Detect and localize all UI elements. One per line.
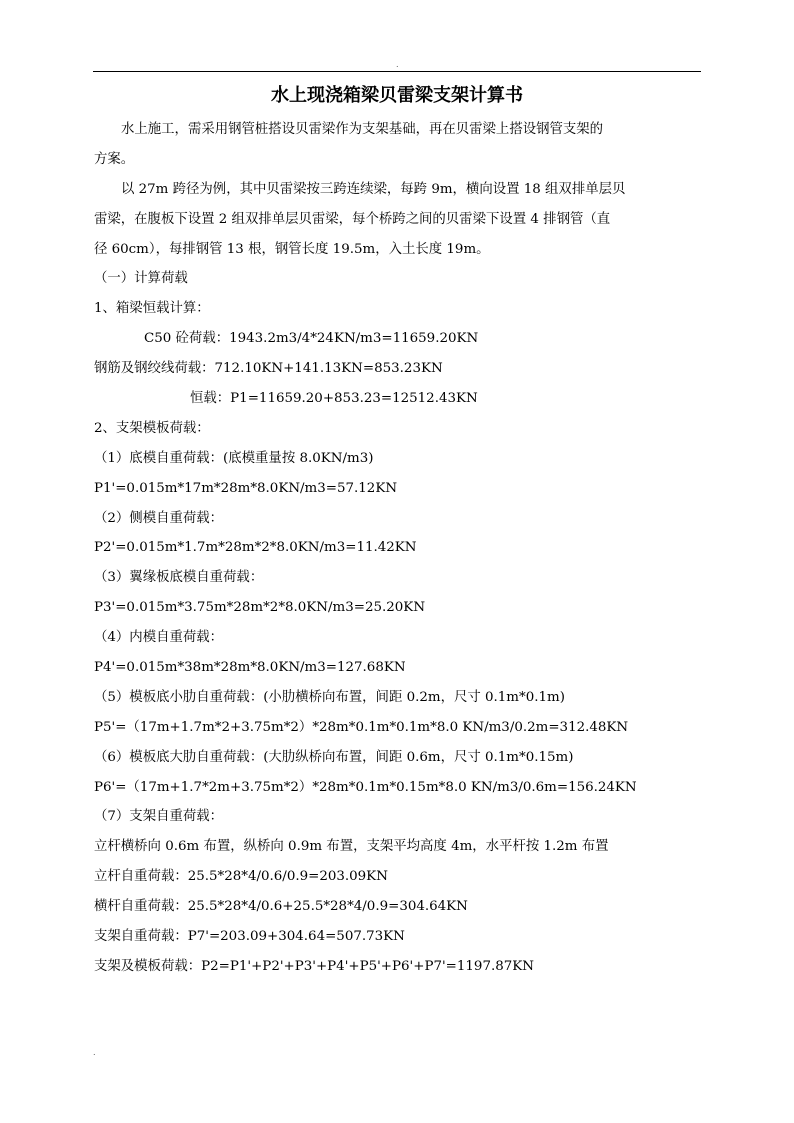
formwork-line: P3'=0.015m*3.75m*28m*2*8.0KN/m3=25.20KN	[94, 600, 426, 616]
intro-line: 雷梁，在腹板下设置 2 组双排单层贝雷梁，每个桥跨之间的贝雷梁下设置 4 排钢管（直	[94, 211, 611, 227]
formwork-line: P2'=0.015m*1.7m*28m*2*8.0KN/m3=11.42KN	[94, 540, 417, 556]
section-heading: （一）计算荷载	[94, 271, 188, 287]
intro-line: 径 60cm），每排钢管 13 根，钢管长度 19.5m，入土长度 19m。	[94, 241, 490, 257]
formwork-line: 立杆自重荷载：25.5*28*4/0.6/0.9=203.09KN	[94, 869, 388, 885]
page-title: 水上现浇箱梁贝雷梁支架计算书	[271, 85, 523, 106]
footer-mark: .	[93, 1048, 96, 1057]
formwork-line: （5）模板底小肋自重荷载：(小肋横桥向布置，间距 0.2m，尺寸 0.1m*0.1m)	[94, 689, 565, 705]
formwork-line: P1'=0.015m*17m*28m*8.0KN/m3=57.12KN	[94, 480, 398, 496]
header-mark: .	[396, 60, 399, 69]
formwork-line: （4）内模自重荷载：	[94, 630, 224, 646]
formwork-line: （7）支架自重荷载：	[94, 809, 224, 825]
formwork-heading: 2、支架模板荷载：	[94, 420, 210, 436]
steel-load-formula: 钢筋及钢绞线荷载：712.10KN+141.13KN=853.23KN	[94, 361, 443, 377]
formwork-line: 支架自重荷载：P7'=203.09+304.64=507.73KN	[94, 929, 405, 945]
formwork-line: 立杆横桥向 0.6m 布置，纵桥向 0.9m 布置，支架平均高度 4m，水平杆按 1.2m 布置	[94, 839, 609, 855]
formwork-line: （3）翼缘板底模自重荷载：	[94, 570, 264, 586]
formwork-line: 横杆自重荷载：25.5*28*4/0.6+25.5*28*4/0.9=304.64KN	[94, 899, 468, 915]
formwork-line: P5'=（17m+1.7m*2+3.75m*2）*28m*0.1m*0.1m*8.0 KN/m3/0.2m=312.48KN	[94, 719, 629, 735]
formwork-line: （2）侧模自重荷载：	[94, 510, 224, 526]
formwork-line: P4'=0.015m*38m*28m*8.0KN/m3=127.68KN	[94, 660, 406, 676]
dead-load-total: 恒载：P1=11659.20+853.23=12512.43KN	[190, 391, 478, 407]
intro-line: 以 27m 跨径为例，其中贝雷梁按三跨连续梁，每跨 9m，横向设置 18 组双排单层贝	[121, 181, 626, 197]
intro-line: 方案。	[94, 151, 135, 167]
formwork-line: （6）模板底大肋自重荷载：(大肋纵桥向布置，间距 0.6m，尺寸 0.1m*0.15m)	[94, 749, 574, 765]
dead-load-heading: 1、箱梁恒载计算：	[94, 301, 210, 317]
formwork-line: （1）底模自重荷载：(底模重量按 8.0KN/m3)	[94, 450, 374, 466]
header-rule	[93, 71, 701, 72]
formwork-line: 支架及模板荷载：P2=P1'+P2'+P3'+P4'+P5'+P6'+P7'=1197.87KN	[94, 958, 534, 974]
c50-load-formula: C50 砼荷载：1943.2m3/4*24KN/m3=11659.20KN	[144, 331, 479, 347]
intro-line: 水上施工，需采用钢管桩搭设贝雷梁作为支架基础，再在贝雷梁上搭设钢管支架的	[121, 122, 604, 137]
document-body	[94, 82, 700, 982]
formwork-line: P6'=（17m+1.7*2m+3.75m*2）*28m*0.1m*0.15m*8.0 KN/m3/0.6m=156.24KN	[94, 779, 637, 795]
